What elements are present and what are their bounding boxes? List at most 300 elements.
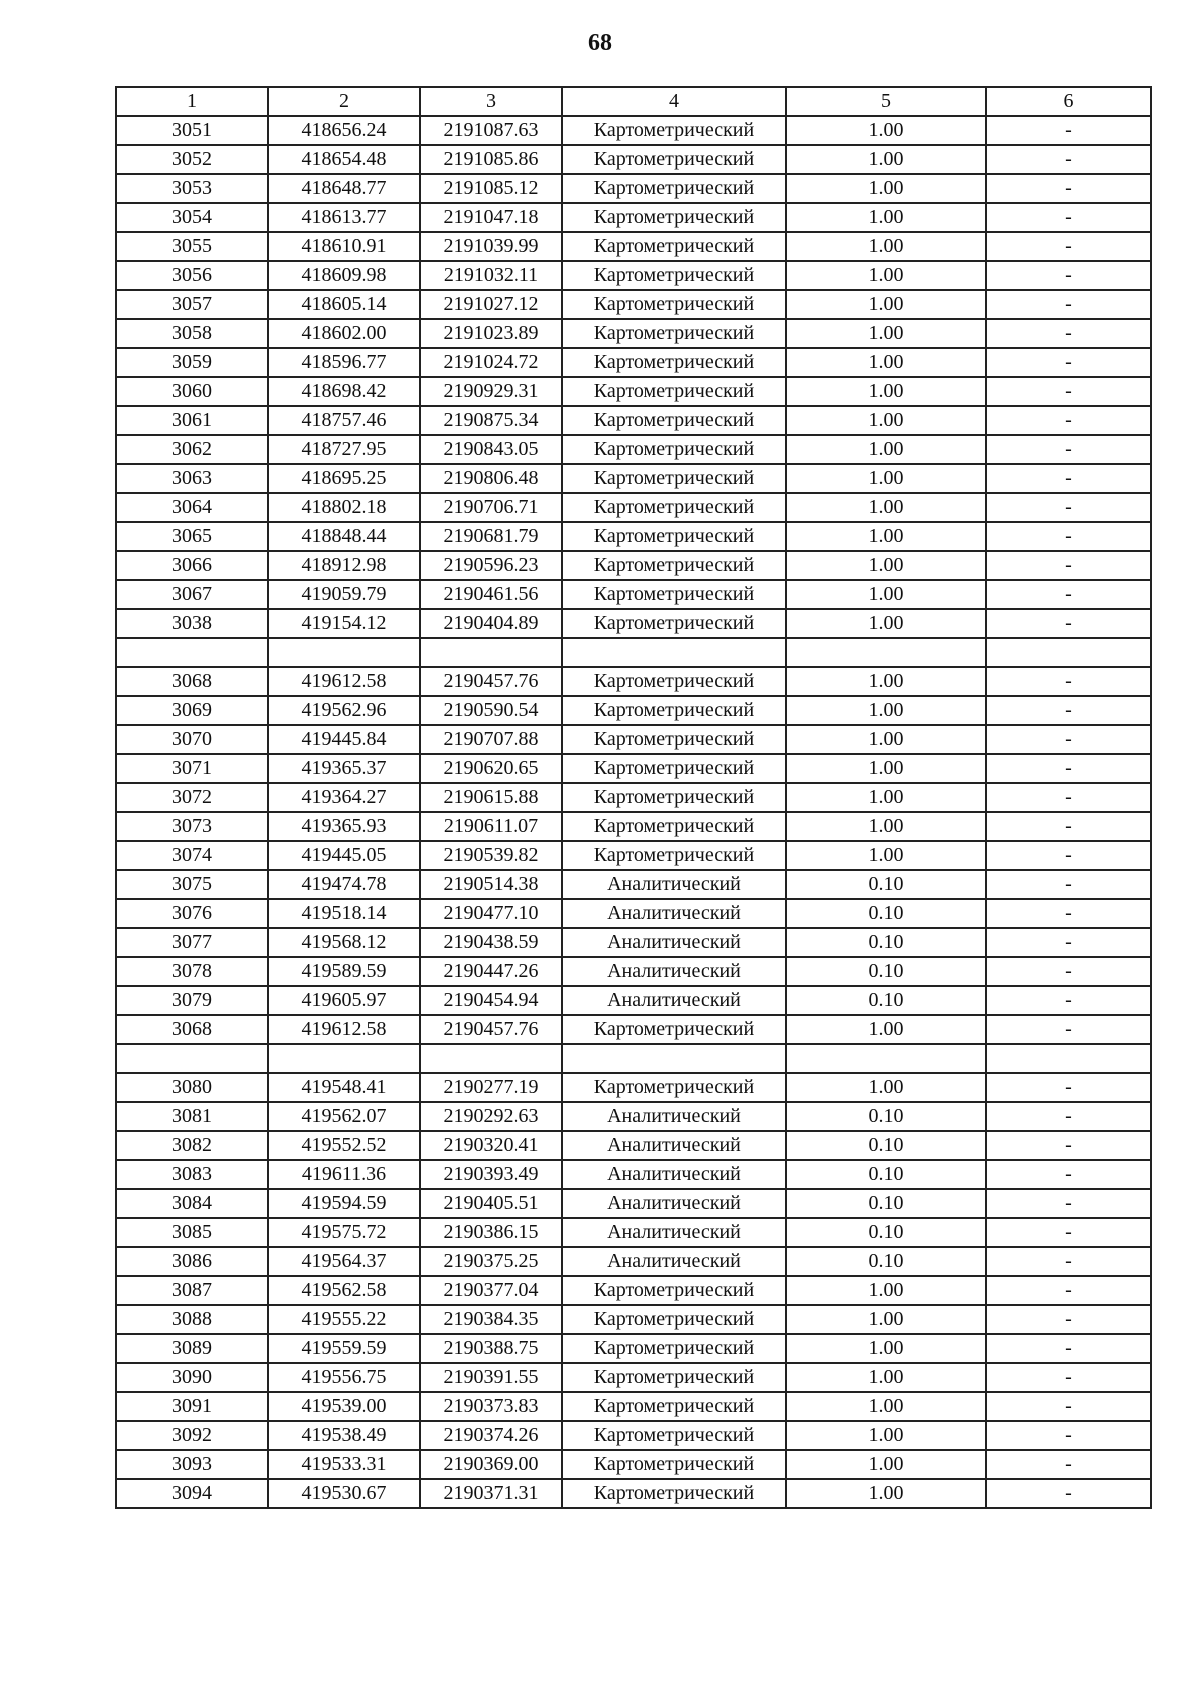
coord-x-cell: 418610.91 xyxy=(268,232,420,261)
note-cell: - xyxy=(986,812,1151,841)
point-number-cell: 3052 xyxy=(116,145,268,174)
coord-y-cell: 2190388.75 xyxy=(420,1334,562,1363)
coord-y-cell: 2190371.31 xyxy=(420,1479,562,1508)
method-cell: Аналитический xyxy=(562,1189,786,1218)
note-cell: - xyxy=(986,1334,1151,1363)
accuracy-cell: 1.00 xyxy=(786,551,986,580)
coord-x-cell: 418648.77 xyxy=(268,174,420,203)
note-cell: - xyxy=(986,957,1151,986)
method-cell: Картометрический xyxy=(562,406,786,435)
coord-y-cell: 2191085.12 xyxy=(420,174,562,203)
accuracy-cell: 1.00 xyxy=(786,1479,986,1508)
accuracy-cell: 0.10 xyxy=(786,870,986,899)
coord-y-cell: 2190514.38 xyxy=(420,870,562,899)
note-cell: - xyxy=(986,551,1151,580)
method-cell: Картометрический xyxy=(562,1276,786,1305)
note-cell: - xyxy=(986,406,1151,435)
point-number-cell: 3056 xyxy=(116,261,268,290)
accuracy-cell: 0.10 xyxy=(786,957,986,986)
method-cell: Картометрический xyxy=(562,1015,786,1044)
coord-y-cell: 2190461.56 xyxy=(420,580,562,609)
coord-y-cell: 2190620.65 xyxy=(420,754,562,783)
method-cell: Аналитический xyxy=(562,1247,786,1276)
coord-y-cell: 2190454.94 xyxy=(420,986,562,1015)
accuracy-cell: 1.00 xyxy=(786,696,986,725)
method-cell: Картометрический xyxy=(562,464,786,493)
coord-x-cell: 419533.31 xyxy=(268,1450,420,1479)
note-cell: - xyxy=(986,232,1151,261)
coord-y-cell: 2190706.71 xyxy=(420,493,562,522)
method-cell: Картометрический xyxy=(562,232,786,261)
coord-y-cell: 2190277.19 xyxy=(420,1073,562,1102)
note-cell xyxy=(986,638,1151,667)
note-cell: - xyxy=(986,1102,1151,1131)
table-row xyxy=(116,319,1151,348)
note-cell: - xyxy=(986,1479,1151,1508)
accuracy-cell: 0.10 xyxy=(786,899,986,928)
accuracy-cell: 1.00 xyxy=(786,812,986,841)
point-number-cell: 3055 xyxy=(116,232,268,261)
table-row xyxy=(116,1160,1151,1189)
point-number-cell: 3066 xyxy=(116,551,268,580)
coord-x-cell: 418596.77 xyxy=(268,348,420,377)
table-row xyxy=(116,464,1151,493)
coord-x-cell: 419555.22 xyxy=(268,1305,420,1334)
note-cell: - xyxy=(986,435,1151,464)
accuracy-cell: 1.00 xyxy=(786,609,986,638)
table-row xyxy=(116,783,1151,812)
accuracy-cell: 1.00 xyxy=(786,116,986,145)
point-number-cell: 3072 xyxy=(116,783,268,812)
point-number-cell: 3076 xyxy=(116,899,268,928)
coord-y-cell: 2191023.89 xyxy=(420,319,562,348)
table-row xyxy=(116,1015,1151,1044)
method-cell: Картометрический xyxy=(562,174,786,203)
coord-x-cell: 419365.37 xyxy=(268,754,420,783)
table-row xyxy=(116,377,1151,406)
point-number-cell: 3074 xyxy=(116,841,268,870)
coord-y-cell: 2190384.35 xyxy=(420,1305,562,1334)
table-row xyxy=(116,725,1151,754)
coord-y-cell: 2190539.82 xyxy=(420,841,562,870)
coord-y-cell: 2191024.72 xyxy=(420,348,562,377)
coord-y-cell: 2190843.05 xyxy=(420,435,562,464)
note-cell: - xyxy=(986,1421,1151,1450)
method-cell: Картометрический xyxy=(562,754,786,783)
coord-y-cell: 2190374.26 xyxy=(420,1421,562,1450)
method-cell: Картометрический xyxy=(562,667,786,696)
method-cell: Картометрический xyxy=(562,203,786,232)
coord-x-cell: 419559.59 xyxy=(268,1334,420,1363)
table-body xyxy=(116,87,1151,1508)
note-cell: - xyxy=(986,609,1151,638)
accuracy-cell: 1.00 xyxy=(786,667,986,696)
coord-x-cell: 419611.36 xyxy=(268,1160,420,1189)
coord-x-cell: 419548.41 xyxy=(268,1073,420,1102)
header-cell-5: 5 xyxy=(786,87,986,116)
coord-y-cell: 2191039.99 xyxy=(420,232,562,261)
note-cell: - xyxy=(986,696,1151,725)
accuracy-cell: 1.00 xyxy=(786,261,986,290)
coord-x-cell: 419445.05 xyxy=(268,841,420,870)
note-cell: - xyxy=(986,870,1151,899)
point-number-cell: 3068 xyxy=(116,667,268,696)
table-row xyxy=(116,812,1151,841)
method-cell: Картометрический xyxy=(562,116,786,145)
table-row xyxy=(116,1450,1151,1479)
coord-x-cell: 419564.37 xyxy=(268,1247,420,1276)
point-number-cell: 3082 xyxy=(116,1131,268,1160)
method-cell: Картометрический xyxy=(562,1421,786,1450)
method-cell: Картометрический xyxy=(562,493,786,522)
point-number-cell: 3091 xyxy=(116,1392,268,1421)
table-row xyxy=(116,522,1151,551)
point-number-cell: 3089 xyxy=(116,1334,268,1363)
table-row xyxy=(116,203,1151,232)
coord-x-cell: 419612.58 xyxy=(268,667,420,696)
point-number-cell: 3061 xyxy=(116,406,268,435)
note-cell: - xyxy=(986,1450,1151,1479)
note-cell: - xyxy=(986,841,1151,870)
table-row xyxy=(116,870,1151,899)
method-cell: Картометрический xyxy=(562,609,786,638)
accuracy-cell: 1.00 xyxy=(786,377,986,406)
table-row xyxy=(116,1334,1151,1363)
point-number-cell: 3058 xyxy=(116,319,268,348)
note-cell: - xyxy=(986,348,1151,377)
coord-x-cell: 419154.12 xyxy=(268,609,420,638)
point-number-cell: 3053 xyxy=(116,174,268,203)
coord-y-cell: 2190596.23 xyxy=(420,551,562,580)
table-row xyxy=(116,928,1151,957)
accuracy-cell: 1.00 xyxy=(786,348,986,377)
coord-x-cell xyxy=(268,1044,420,1073)
method-cell: Картометрический xyxy=(562,1073,786,1102)
accuracy-cell: 0.10 xyxy=(786,1131,986,1160)
table-row xyxy=(116,1305,1151,1334)
table-row xyxy=(116,1479,1151,1508)
point-number-cell: 3064 xyxy=(116,493,268,522)
note-cell: - xyxy=(986,754,1151,783)
accuracy-cell xyxy=(786,638,986,667)
note-cell: - xyxy=(986,377,1151,406)
table-row xyxy=(116,1073,1151,1102)
coord-y-cell: 2190369.00 xyxy=(420,1450,562,1479)
accuracy-cell: 1.00 xyxy=(786,145,986,174)
method-cell xyxy=(562,638,786,667)
point-number-cell: 3057 xyxy=(116,290,268,319)
point-number-cell: 3093 xyxy=(116,1450,268,1479)
method-cell: Картометрический xyxy=(562,319,786,348)
point-number-cell: 3065 xyxy=(116,522,268,551)
point-number-cell: 3090 xyxy=(116,1363,268,1392)
table-row xyxy=(116,290,1151,319)
page-number: 68 xyxy=(588,30,612,56)
note-cell: - xyxy=(986,1392,1151,1421)
accuracy-cell: 0.10 xyxy=(786,928,986,957)
accuracy-cell: 1.00 xyxy=(786,1334,986,1363)
note-cell: - xyxy=(986,1247,1151,1276)
coord-x-cell: 419539.00 xyxy=(268,1392,420,1421)
coord-x-cell: 419568.12 xyxy=(268,928,420,957)
table-row xyxy=(116,841,1151,870)
point-number-cell: 3086 xyxy=(116,1247,268,1276)
coord-x-cell: 419562.07 xyxy=(268,1102,420,1131)
coord-x-cell: 418912.98 xyxy=(268,551,420,580)
method-cell: Картометрический xyxy=(562,580,786,609)
table-row xyxy=(116,551,1151,580)
table-row xyxy=(116,1276,1151,1305)
table-row xyxy=(116,1131,1151,1160)
point-number-cell: 3068 xyxy=(116,1015,268,1044)
note-cell: - xyxy=(986,899,1151,928)
method-cell: Аналитический xyxy=(562,928,786,957)
coord-x-cell: 418613.77 xyxy=(268,203,420,232)
accuracy-cell xyxy=(786,1044,986,1073)
coord-x-cell: 418757.46 xyxy=(268,406,420,435)
coord-x-cell: 418727.95 xyxy=(268,435,420,464)
coord-x-cell: 418656.24 xyxy=(268,116,420,145)
note-cell: - xyxy=(986,174,1151,203)
accuracy-cell: 1.00 xyxy=(786,1363,986,1392)
coord-y-cell xyxy=(420,638,562,667)
coord-y-cell xyxy=(420,1044,562,1073)
coord-y-cell: 2190457.76 xyxy=(420,667,562,696)
note-cell: - xyxy=(986,1073,1151,1102)
table-row xyxy=(116,261,1151,290)
method-cell: Картометрический xyxy=(562,522,786,551)
method-cell: Картометрический xyxy=(562,1305,786,1334)
accuracy-cell: 1.00 xyxy=(786,1276,986,1305)
point-number-cell: 3062 xyxy=(116,435,268,464)
point-number-cell: 3084 xyxy=(116,1189,268,1218)
accuracy-cell: 1.00 xyxy=(786,725,986,754)
coord-x-cell: 419612.58 xyxy=(268,1015,420,1044)
method-cell: Картометрический xyxy=(562,145,786,174)
coord-y-cell: 2190373.83 xyxy=(420,1392,562,1421)
method-cell: Картометрический xyxy=(562,551,786,580)
table-row xyxy=(116,1421,1151,1450)
note-cell: - xyxy=(986,1189,1151,1218)
table-row xyxy=(116,493,1151,522)
point-number-cell: 3087 xyxy=(116,1276,268,1305)
note-cell: - xyxy=(986,725,1151,754)
coord-y-cell: 2190320.41 xyxy=(420,1131,562,1160)
note-cell: - xyxy=(986,1363,1151,1392)
coord-x-cell: 419518.14 xyxy=(268,899,420,928)
note-cell: - xyxy=(986,290,1151,319)
method-cell: Картометрический xyxy=(562,377,786,406)
table-row xyxy=(116,986,1151,1015)
point-number-cell: 3092 xyxy=(116,1421,268,1450)
accuracy-cell: 1.00 xyxy=(786,841,986,870)
coord-y-cell: 2190391.55 xyxy=(420,1363,562,1392)
point-number-cell: 3085 xyxy=(116,1218,268,1247)
header-cell-1: 1 xyxy=(116,87,268,116)
coord-x-cell: 418602.00 xyxy=(268,319,420,348)
note-cell: - xyxy=(986,986,1151,1015)
table-row xyxy=(116,1247,1151,1276)
coord-x-cell: 419530.67 xyxy=(268,1479,420,1508)
coord-y-cell: 2190404.89 xyxy=(420,609,562,638)
coord-y-cell: 2191087.63 xyxy=(420,116,562,145)
method-cell: Картометрический xyxy=(562,1392,786,1421)
accuracy-cell: 0.10 xyxy=(786,1160,986,1189)
coord-y-cell: 2190681.79 xyxy=(420,522,562,551)
table-row xyxy=(116,1218,1151,1247)
method-cell: Картометрический xyxy=(562,348,786,377)
coord-y-cell: 2191027.12 xyxy=(420,290,562,319)
coord-x-cell: 418605.14 xyxy=(268,290,420,319)
accuracy-cell: 0.10 xyxy=(786,986,986,1015)
note-cell: - xyxy=(986,580,1151,609)
note-cell: - xyxy=(986,203,1151,232)
coord-x-cell: 418695.25 xyxy=(268,464,420,493)
table-row xyxy=(116,116,1151,145)
method-cell: Аналитический xyxy=(562,1131,786,1160)
coord-x-cell: 419605.97 xyxy=(268,986,420,1015)
coord-x-cell: 419562.58 xyxy=(268,1276,420,1305)
point-number-cell: 3038 xyxy=(116,609,268,638)
accuracy-cell: 1.00 xyxy=(786,1421,986,1450)
point-number-cell: 3088 xyxy=(116,1305,268,1334)
note-cell: - xyxy=(986,667,1151,696)
table-row xyxy=(116,348,1151,377)
accuracy-cell: 1.00 xyxy=(786,1305,986,1334)
table-row xyxy=(116,1102,1151,1131)
coord-x-cell: 418802.18 xyxy=(268,493,420,522)
point-number-cell: 3059 xyxy=(116,348,268,377)
coord-x-cell: 419474.78 xyxy=(268,870,420,899)
coord-x-cell xyxy=(268,638,420,667)
note-cell: - xyxy=(986,1015,1151,1044)
method-cell: Картометрический xyxy=(562,435,786,464)
point-number-cell: 3051 xyxy=(116,116,268,145)
method-cell: Картометрический xyxy=(562,783,786,812)
method-cell: Картометрический xyxy=(562,261,786,290)
point-number-cell: 3079 xyxy=(116,986,268,1015)
point-number-cell: 3094 xyxy=(116,1479,268,1508)
point-number-cell: 3075 xyxy=(116,870,268,899)
method-cell: Картометрический xyxy=(562,1479,786,1508)
note-cell: - xyxy=(986,261,1151,290)
coord-y-cell: 2190292.63 xyxy=(420,1102,562,1131)
coord-y-cell: 2190477.10 xyxy=(420,899,562,928)
separator-row xyxy=(116,1044,1151,1073)
coord-x-cell: 418698.42 xyxy=(268,377,420,406)
accuracy-cell: 1.00 xyxy=(786,406,986,435)
accuracy-cell: 1.00 xyxy=(786,319,986,348)
table-row xyxy=(116,899,1151,928)
coord-y-cell: 2190611.07 xyxy=(420,812,562,841)
method-cell: Картометрический xyxy=(562,841,786,870)
table-row xyxy=(116,1189,1151,1218)
accuracy-cell: 0.10 xyxy=(786,1218,986,1247)
point-number-cell: 3070 xyxy=(116,725,268,754)
accuracy-cell: 1.00 xyxy=(786,290,986,319)
coord-x-cell: 419364.27 xyxy=(268,783,420,812)
coord-x-cell: 418654.48 xyxy=(268,145,420,174)
point-number-cell: 3060 xyxy=(116,377,268,406)
point-number-cell: 3069 xyxy=(116,696,268,725)
accuracy-cell: 0.10 xyxy=(786,1189,986,1218)
note-cell: - xyxy=(986,493,1151,522)
coord-x-cell: 419552.52 xyxy=(268,1131,420,1160)
method-cell: Аналитический xyxy=(562,957,786,986)
coord-y-cell: 2190875.34 xyxy=(420,406,562,435)
coord-y-cell: 2191047.18 xyxy=(420,203,562,232)
header-row xyxy=(116,87,1151,116)
coord-y-cell: 2190377.04 xyxy=(420,1276,562,1305)
point-number-cell: 3080 xyxy=(116,1073,268,1102)
header-cell-4: 4 xyxy=(562,87,786,116)
table-row xyxy=(116,1392,1151,1421)
header-cell-3: 3 xyxy=(420,87,562,116)
table-row xyxy=(116,232,1151,261)
table-row xyxy=(116,754,1151,783)
accuracy-cell: 0.10 xyxy=(786,1102,986,1131)
accuracy-cell: 1.00 xyxy=(786,1450,986,1479)
coord-y-cell: 2190438.59 xyxy=(420,928,562,957)
point-number-cell: 3063 xyxy=(116,464,268,493)
accuracy-cell: 1.00 xyxy=(786,1073,986,1102)
coord-y-cell: 2190590.54 xyxy=(420,696,562,725)
method-cell: Аналитический xyxy=(562,899,786,928)
accuracy-cell: 1.00 xyxy=(786,522,986,551)
accuracy-cell: 1.00 xyxy=(786,783,986,812)
method-cell: Картометрический xyxy=(562,1334,786,1363)
note-cell: - xyxy=(986,319,1151,348)
note-cell xyxy=(986,1044,1151,1073)
coord-y-cell: 2190707.88 xyxy=(420,725,562,754)
method-cell: Аналитический xyxy=(562,1160,786,1189)
coord-y-cell: 2190615.88 xyxy=(420,783,562,812)
coord-x-cell: 419594.59 xyxy=(268,1189,420,1218)
note-cell: - xyxy=(986,1131,1151,1160)
table-row xyxy=(116,667,1151,696)
coord-y-cell: 2190929.31 xyxy=(420,377,562,406)
method-cell: Картометрический xyxy=(562,290,786,319)
coord-x-cell: 419059.79 xyxy=(268,580,420,609)
point-number-cell xyxy=(116,638,268,667)
table-row xyxy=(116,1363,1151,1392)
table-row xyxy=(116,145,1151,174)
method-cell: Картометрический xyxy=(562,696,786,725)
header-cell-6: 6 xyxy=(986,87,1151,116)
coord-y-cell: 2190457.76 xyxy=(420,1015,562,1044)
coord-y-cell: 2190375.25 xyxy=(420,1247,562,1276)
table-row xyxy=(116,957,1151,986)
accuracy-cell: 1.00 xyxy=(786,493,986,522)
coordinates-table xyxy=(115,86,1152,1509)
method-cell: Аналитический xyxy=(562,1102,786,1131)
separator-row xyxy=(116,638,1151,667)
point-number-cell: 3067 xyxy=(116,580,268,609)
method-cell: Картометрический xyxy=(562,812,786,841)
coord-y-cell: 2190405.51 xyxy=(420,1189,562,1218)
coord-x-cell: 419538.49 xyxy=(268,1421,420,1450)
method-cell: Аналитический xyxy=(562,870,786,899)
coord-y-cell: 2190393.49 xyxy=(420,1160,562,1189)
coord-x-cell: 418848.44 xyxy=(268,522,420,551)
header-cell-2: 2 xyxy=(268,87,420,116)
coord-y-cell: 2190386.15 xyxy=(420,1218,562,1247)
coord-x-cell: 419556.75 xyxy=(268,1363,420,1392)
note-cell: - xyxy=(986,1276,1151,1305)
point-number-cell: 3077 xyxy=(116,928,268,957)
note-cell: - xyxy=(986,145,1151,174)
coord-x-cell: 419575.72 xyxy=(268,1218,420,1247)
